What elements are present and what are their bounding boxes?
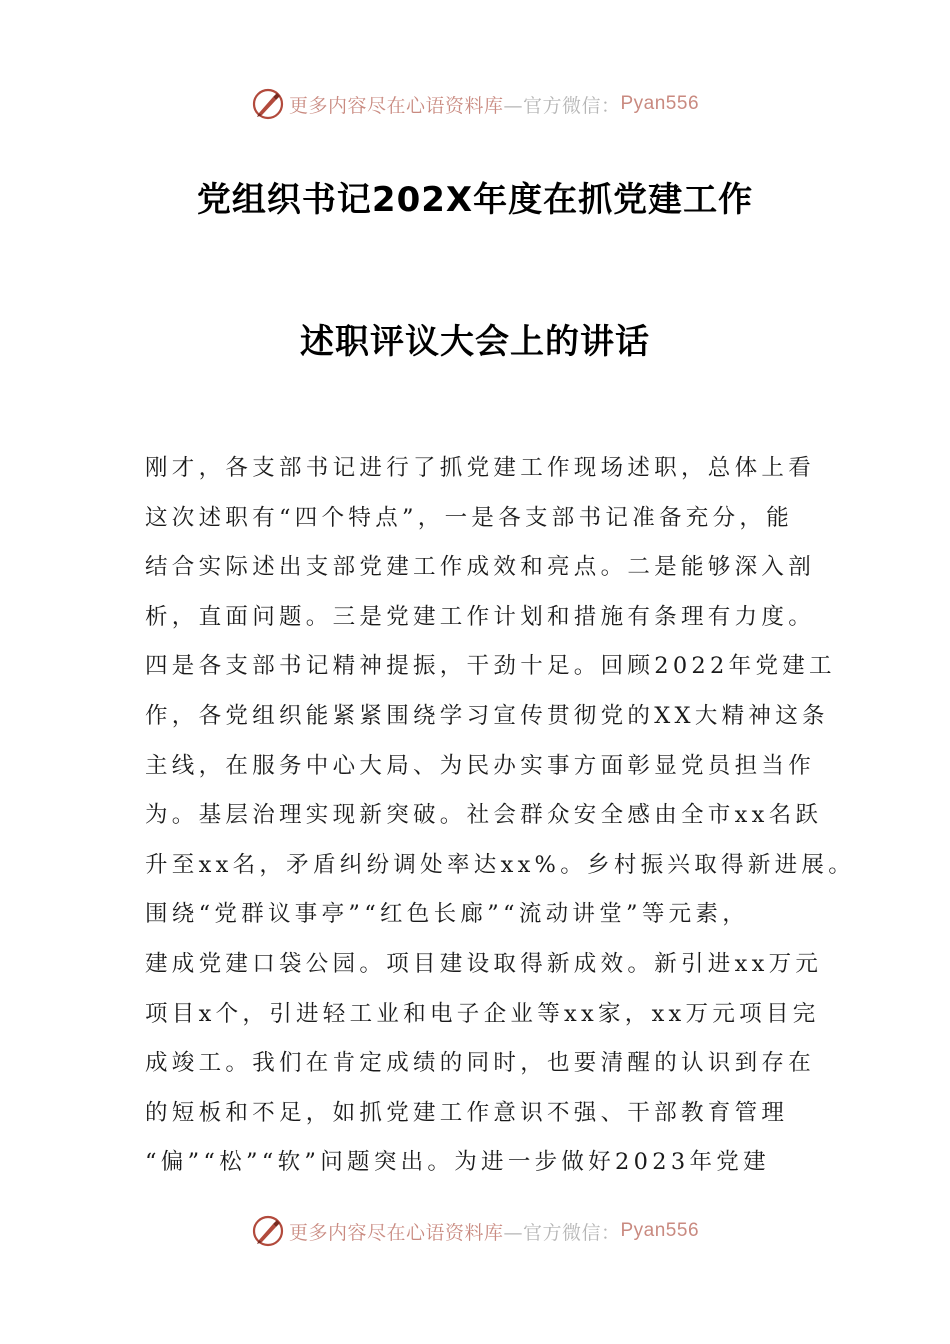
body-line: 这次述职有“四个特点”，一是各支部书记准备充分，能 xyxy=(145,504,794,531)
body-line: 结合实际述出支部党建工作成效和亮点。二是能够深入剖 xyxy=(145,554,816,581)
document-title-line-1: 党组织书记202X年度在抓党建工作 xyxy=(196,180,754,220)
body-line: 四是各支部书记精神提振，干劲十足。回顾2022年党建工 xyxy=(145,653,836,680)
watermark-sub-text: —官方微信： xyxy=(503,1221,621,1244)
pen-logo-icon xyxy=(251,87,285,121)
body-line: 析，直面问题。三是党建工作计划和措施有条理有力度。 xyxy=(145,603,816,630)
body-line: 的短板和不足，如抓党建工作意识不强、干部教育管理 xyxy=(145,1099,789,1126)
body-line: 刚才，各支部书记进行了抓党建工作现场述职，总体上看 xyxy=(145,455,816,481)
body-line: 围绕“党群议事亭”“红色长廊”“流动讲堂”等元素， xyxy=(145,901,750,928)
body-line: 作，各党组织能紧紧围绕学习宣传贯彻党的XX大精神这条 xyxy=(145,702,829,729)
body-paragraph xyxy=(145,448,856,1192)
document-title-line-2: 述职评议大会上的讲话 xyxy=(300,322,650,362)
pen-logo-icon xyxy=(251,1214,285,1248)
body-line: 主线，在服务中心大局、为民办实事方面彰显党员担当作 xyxy=(145,752,816,779)
footer-watermark xyxy=(0,1211,950,1251)
watermark-main-text: 更多内容尽在心语资料库 xyxy=(288,94,504,117)
body-line: 升至xx名，矛盾纠纷调处率达xx%。乡村振兴取得新进展。 xyxy=(145,851,856,878)
body-line: 为。基层治理实现新突破。社会群众安全感由全市xx名跃 xyxy=(145,802,823,829)
body-line: 项目x个，引进轻工业和电子企业等xx家，xx万元项目完 xyxy=(145,1000,820,1027)
watermark-sub-text: —官方微信： xyxy=(503,94,621,117)
watermark-wechat-id: Pyan556 xyxy=(620,93,700,114)
body-line: 建成党建口袋公园。项目建设取得新成效。新引进xx万元 xyxy=(145,950,823,977)
header-watermark xyxy=(0,84,950,124)
watermark-wechat-id: Pyan556 xyxy=(620,1220,700,1241)
body-line: “偏”“松”“软”问题突出。为进一步做好2023年党建 xyxy=(145,1149,770,1176)
body-line: 成竣工。我们在肯定成绩的同时，也要清醒的认识到存在 xyxy=(145,1050,816,1077)
watermark-main-text: 更多内容尽在心语资料库 xyxy=(288,1221,504,1244)
